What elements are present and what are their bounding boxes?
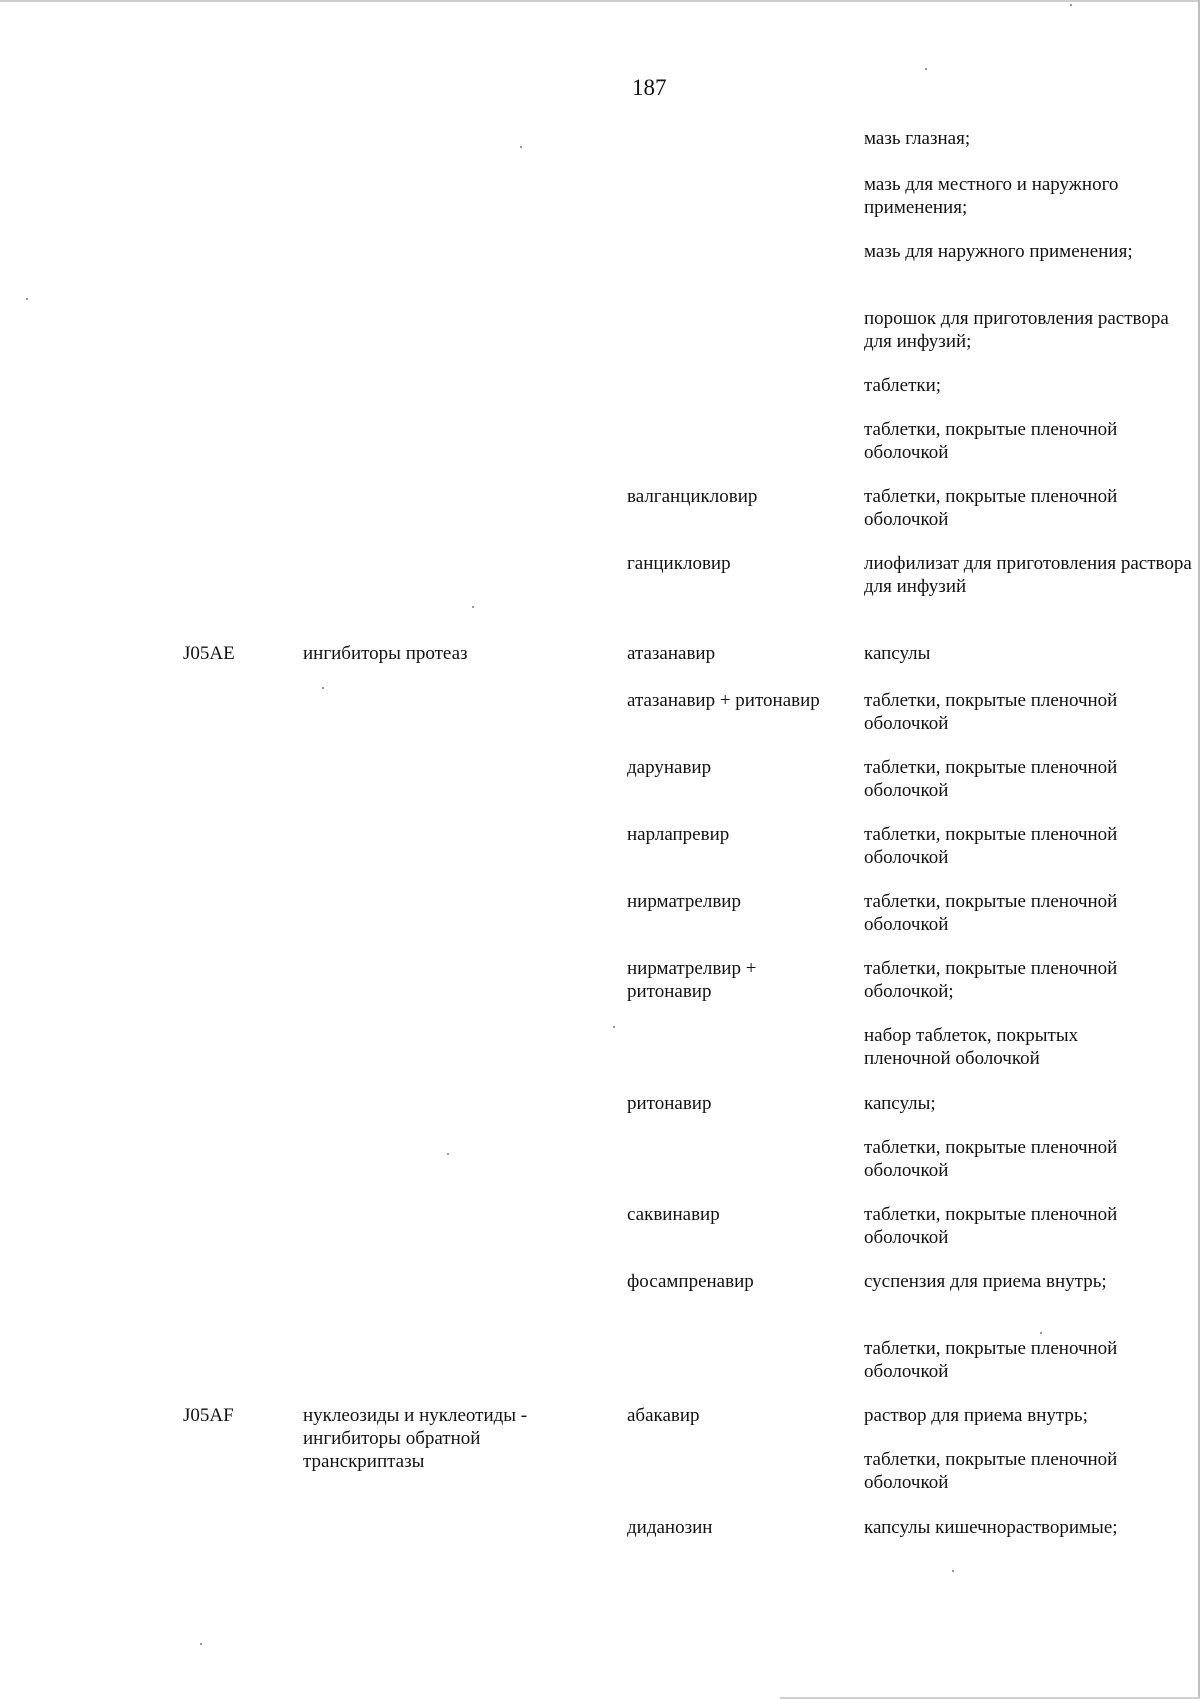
dosage-form: таблетки, покрытые пленочной оболочкой xyxy=(864,1137,1118,1181)
dosage-form: мазь для местного и наружного применения; xyxy=(864,174,1119,218)
drug-name: саквинавир xyxy=(627,1204,720,1225)
dosage-form: капсулы xyxy=(864,643,931,664)
dosage-form: таблетки, покрытые пленочной оболочкой xyxy=(864,1449,1118,1493)
pharmacological-group: нуклеозиды и нуклеотиды - ингибиторы обратной транскриптазы xyxy=(303,1405,528,1472)
drug-name: ритонавир xyxy=(627,1093,712,1114)
page-edge-top xyxy=(0,0,1200,2)
scan-speck xyxy=(322,687,324,689)
scan-speck xyxy=(200,1643,202,1645)
pharmacological-group: ингибиторы протеаз xyxy=(303,643,468,664)
drug-name: диданозин xyxy=(627,1517,713,1538)
dosage-form: таблетки, покрытые пленочной оболочкой xyxy=(864,891,1118,935)
scan-speck xyxy=(1040,1332,1042,1334)
scan-speck xyxy=(26,298,28,300)
drug-name: валганцикловир xyxy=(627,486,758,507)
drug-name: нирматрелвир xyxy=(627,891,741,912)
dosage-form: мазь для наружного применения; xyxy=(864,241,1133,262)
atc-code: J05AE xyxy=(183,643,235,664)
drug-name: ганцикловир xyxy=(627,553,731,574)
dosage-form: таблетки, покрытые пленочной оболочкой xyxy=(864,486,1118,530)
scan-speck xyxy=(520,146,522,148)
scan-speck xyxy=(925,68,927,70)
drug-name: атазанавир + ритонавир xyxy=(627,690,820,711)
dosage-form: таблетки, покрытые пленочной оболочкой; xyxy=(864,958,1118,1002)
scan-speck xyxy=(447,1153,449,1155)
drug-name: абакавир xyxy=(627,1405,700,1426)
dosage-form: таблетки, покрытые пленочной оболочкой xyxy=(864,419,1118,463)
atc-code: J05AF xyxy=(183,1405,234,1426)
dosage-form: мазь глазная; xyxy=(864,128,971,149)
drug-name: нирматрелвир + ритонавир xyxy=(627,958,757,1002)
drug-name: дарунавир xyxy=(627,757,712,778)
page-number: 187 xyxy=(632,75,667,100)
dosage-form: набор таблеток, покрытых пленочной оболочкой xyxy=(864,1025,1079,1069)
dosage-form: таблетки, покрытые пленочной оболочкой xyxy=(864,757,1118,801)
dosage-form: таблетки, покрытые пленочной оболочкой xyxy=(864,690,1118,734)
dosage-form: суспензия для приема внутрь; xyxy=(864,1271,1107,1292)
drug-name: атазанавир xyxy=(627,643,716,664)
dosage-form: таблетки, покрытые пленочной оболочкой xyxy=(864,824,1118,868)
scan-speck xyxy=(613,1026,615,1028)
dosage-form: таблетки; xyxy=(864,375,942,396)
scan-speck xyxy=(952,1570,954,1572)
dosage-form: таблетки, покрытые пленочной оболочкой xyxy=(864,1204,1118,1248)
dosage-form: таблетки, покрытые пленочной оболочкой xyxy=(864,1338,1118,1382)
dosage-form: капсулы; xyxy=(864,1093,936,1114)
dosage-form: порошок для приготовления раствора для инфузий; xyxy=(864,308,1169,352)
dosage-form: лиофилизат для приготовления раствора для инфузий xyxy=(864,553,1192,597)
drug-name: фосампренавир xyxy=(627,1271,754,1292)
scan-speck xyxy=(472,606,474,608)
dosage-form: капсулы кишечнорастворимые; xyxy=(864,1517,1118,1538)
drug-name: нарлапревир xyxy=(627,824,730,845)
scan-speck xyxy=(1070,4,1072,6)
dosage-form: раствор для приема внутрь; xyxy=(864,1405,1088,1426)
